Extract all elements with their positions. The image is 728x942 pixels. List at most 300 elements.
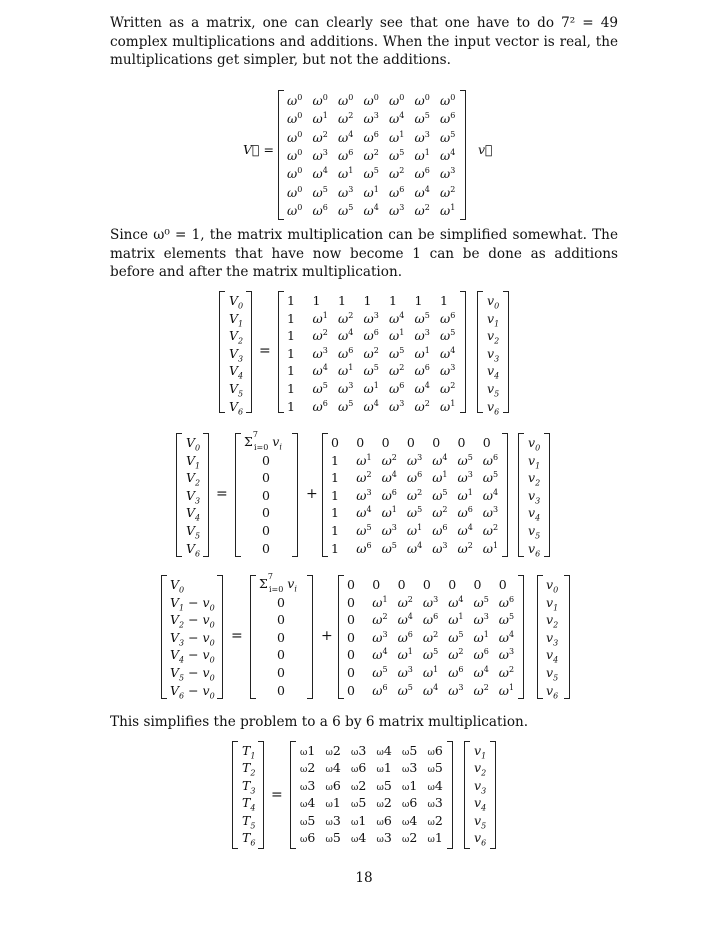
- matrix-cell: $\omega^5$: [498, 612, 515, 628]
- matrix-cell: $\omega^6$: [381, 487, 397, 503]
- matrix-cell: $\omega^6$: [457, 505, 473, 521]
- matrix-cell: ω4: [402, 812, 418, 828]
- matrix-cell: $\omega^2$: [422, 629, 439, 645]
- matrix-cell: ω3: [325, 812, 341, 828]
- matrix-cell: $\omega^3$: [312, 345, 328, 361]
- matrix-cell: $\omega^0$: [287, 93, 303, 109]
- matrix-cell: 0: [422, 577, 431, 592]
- matrix-cell: $\omega^3$: [457, 470, 473, 486]
- v-entry: $v_3$: [474, 777, 487, 796]
- right-bracket: [307, 575, 313, 699]
- matrix-cell: $\omega^6$: [498, 594, 515, 610]
- matrix-cell: $\omega^2$: [363, 345, 379, 361]
- matrix-cell: $\omega^6$: [414, 166, 430, 182]
- matrix-cell: $\omega^5$: [363, 363, 379, 379]
- matrix-cell: 1: [331, 452, 339, 468]
- matrix-cell: $\omega^4$: [381, 470, 397, 486]
- matrix-cell: 1: [414, 293, 423, 308]
- matrix-cell: ω1: [325, 795, 341, 811]
- matrix-cell: $\omega^5$: [389, 345, 405, 361]
- matrix-cell: $\omega^5$: [473, 594, 489, 610]
- matrix-cell: $\omega^5$: [363, 166, 379, 182]
- right-bracket: [292, 433, 298, 557]
- matrix-cell: $\omega^2$: [338, 310, 354, 326]
- matrix-cell: $\omega^2$: [389, 363, 405, 379]
- v-entry: $v_4$: [487, 363, 500, 381]
- v-entry: $v_1$: [474, 743, 487, 761]
- v-entry: $v_1$: [487, 310, 500, 329]
- left-bracket: [232, 741, 238, 849]
- T-entry: $T_2$: [242, 760, 256, 778]
- matrix-cell: $\omega^0$: [287, 147, 303, 164]
- matrix-cell: $\omega^1$: [482, 540, 499, 556]
- matrix-cell: $\omega^4$: [473, 665, 489, 681]
- matrix-cell: ω3: [427, 795, 443, 811]
- V-entry: $V_1$: [186, 452, 201, 471]
- matrix-cell: $\omega^0$: [287, 111, 303, 127]
- v-entry: $v_2$: [474, 760, 487, 778]
- lhs-entry: $V_6 - v_0$: [170, 682, 215, 701]
- matrix-cell: 0: [482, 435, 491, 450]
- left-bracket: [518, 433, 524, 557]
- matrix-cell: $\omega^6$: [372, 682, 388, 698]
- matrix-cell: $\omega^3$: [389, 398, 405, 414]
- matrix-cell: $\omega^6$: [414, 363, 430, 379]
- matrix-cell: $\omega^6$: [448, 665, 464, 681]
- equals-sign: =: [216, 486, 228, 502]
- matrix-cell: ω5: [376, 777, 392, 793]
- matrix-cell: $\omega^6$: [389, 381, 405, 397]
- matrix-cell: $\omega^1$: [356, 452, 372, 468]
- V-entry: $V_3$: [229, 345, 244, 364]
- left-bracket: [278, 291, 284, 413]
- matrix-cell: 1: [287, 398, 295, 414]
- V-entry: $V_6$: [186, 540, 201, 559]
- V-entry: $V_1$: [229, 310, 244, 329]
- matrix-cell: $\omega^2$: [397, 594, 413, 610]
- matrix-cell: ω4: [300, 795, 316, 811]
- left-bracket: [290, 741, 296, 849]
- right-bracket: [502, 433, 508, 557]
- matrix-cell: 1: [331, 540, 339, 556]
- matrix-cell: 1: [287, 293, 295, 308]
- matrix-cell: $\omega^4$: [363, 398, 379, 414]
- v-entry: $v_6$: [487, 398, 500, 417]
- matrix-cell: $\omega^1$: [440, 398, 456, 414]
- V-entry: $V_0$: [229, 293, 244, 311]
- V-entry: $V_2$: [186, 470, 201, 488]
- zero-entry: 0: [277, 665, 285, 680]
- matrix-cell: $\omega^5$: [397, 682, 413, 698]
- matrix-cell: $\omega^2$: [457, 540, 473, 556]
- lhs-V: V⃗ =: [243, 142, 274, 157]
- matrix-cell: $\omega^1$: [389, 129, 405, 145]
- matrix-cell: $\omega^2$: [372, 612, 388, 628]
- matrix-cell: $\omega^4$: [338, 129, 354, 145]
- matrix-cell: $\omega^4$: [414, 184, 430, 200]
- v-entry: $v_0$: [546, 577, 559, 595]
- lhs-entry: $V_5 - v_0$: [170, 665, 215, 683]
- v-entry: $v_4$: [474, 795, 487, 813]
- matrix-cell: ω2: [402, 830, 418, 845]
- matrix-cell: $\omega^3$: [338, 381, 354, 397]
- matrix-cell: $\omega^5$: [414, 310, 430, 326]
- matrix-cell: 1: [363, 293, 372, 308]
- equals-sign: =: [259, 343, 271, 359]
- matrix-cell: $\omega^1$: [422, 665, 439, 681]
- matrix-cell: $\omega^1$: [363, 381, 379, 397]
- matrix-cell: $\omega^3$: [440, 363, 456, 379]
- lhs-entry: $V_4 - v_0$: [170, 647, 215, 665]
- T-entry: $T_5$: [242, 812, 256, 831]
- T-entry: $T_4$: [242, 795, 256, 813]
- matrix-cell: ω5: [402, 743, 418, 758]
- matrix-cell: $\omega^6$: [312, 202, 328, 218]
- v-entry: $v_3$: [546, 629, 559, 648]
- matrix-cell: 0: [347, 665, 355, 680]
- sum-entry: $\Sigma^7_{i=0}$ $v_i$: [244, 430, 282, 452]
- matrix-cell: $\omega^4$: [312, 363, 328, 379]
- matrix-cell: $\omega^6$: [363, 129, 379, 145]
- matrix-cell: $\omega^6$: [363, 328, 379, 344]
- matrix-cell: $\omega^1$: [457, 487, 473, 503]
- lhs-entry: $V_2 - v_0$: [170, 612, 215, 630]
- matrix-cell: $\omega^3$: [381, 523, 397, 539]
- right-bracket: [258, 741, 264, 849]
- matrix-cell: $\omega^2$: [482, 523, 499, 539]
- matrix-cell: $\omega^5$: [482, 470, 499, 486]
- matrix-cell: ω1: [427, 830, 443, 845]
- v-entry: $v_5$: [487, 381, 500, 399]
- matrix-cell: $\omega^5$: [448, 629, 464, 645]
- matrix-cell: $\omega^2$: [363, 147, 379, 164]
- v-entry: $v_5$: [528, 523, 541, 541]
- left-bracket: [250, 575, 256, 699]
- zero-entry: 0: [262, 452, 270, 468]
- matrix-cell: $\omega^0$: [338, 93, 354, 109]
- matrix-cell: ω4: [351, 830, 367, 845]
- zero-entry: 0: [262, 523, 270, 538]
- matrix-cell: 1: [287, 363, 295, 379]
- matrix-cell: $\omega^4$: [312, 166, 328, 182]
- matrix-cell: 1: [331, 487, 339, 503]
- matrix-cell: $\omega^0$: [414, 93, 430, 109]
- matrix-cell: $\omega^4$: [448, 594, 464, 610]
- matrix-cell: 1: [440, 293, 448, 308]
- matrix-cell: 0: [448, 577, 457, 592]
- matrix-cell: $\omega^5$: [389, 147, 405, 164]
- matrix-cell: $\omega^4$: [457, 523, 473, 539]
- matrix-cell: ω6: [300, 830, 316, 845]
- right-bracket: [503, 291, 509, 413]
- matrix-cell: $\omega^1$: [381, 505, 397, 521]
- matrix-cell: $\omega^0$: [363, 93, 379, 109]
- matrix-cell: $\omega^3$: [397, 665, 413, 681]
- matrix-cell: $\omega^4$: [389, 111, 405, 127]
- matrix-cell: $\omega^4$: [498, 629, 515, 645]
- matrix-cell: $\omega^1$: [473, 629, 489, 645]
- matrix-cell: $\omega^2$: [312, 129, 328, 145]
- right-bracket: [217, 575, 223, 699]
- matrix-cell: $\omega^5$: [457, 452, 473, 468]
- matrix-cell: $\omega^3$: [432, 540, 448, 556]
- matrix-cell: 1: [331, 470, 339, 486]
- matrix-cell: $\omega^3$: [356, 487, 372, 503]
- matrix-cell: ω1: [300, 743, 316, 758]
- matrix-cell: $\omega^5$: [381, 540, 397, 556]
- matrix-cell: $\omega^1$: [448, 612, 464, 628]
- matrix-cell: 0: [347, 647, 355, 663]
- matrix-cell: $\omega^6$: [406, 470, 423, 486]
- rhs-v: v⃗: [478, 142, 493, 157]
- matrix-cell: ω3: [376, 830, 392, 845]
- left-bracket: [338, 575, 344, 699]
- zero-entry: 0: [277, 647, 285, 663]
- matrix-cell: ω4: [325, 760, 341, 776]
- matrix-cell: 0: [498, 577, 507, 592]
- matrix-cell: ω2: [325, 743, 341, 758]
- matrix-cell: ω3: [402, 760, 418, 776]
- right-bracket: [460, 291, 466, 413]
- matrix-cell: ω6: [402, 795, 418, 811]
- matrix-cell: $\omega^4$: [440, 147, 456, 164]
- matrix-cell: ω2: [351, 777, 367, 793]
- V-entry: $V_4$: [186, 505, 201, 523]
- matrix-cell: $\omega^3$: [414, 328, 430, 344]
- right-bracket: [518, 575, 524, 699]
- matrix-cell: $\omega^3$: [363, 111, 379, 127]
- right-bracket: [544, 433, 550, 557]
- matrix-cell: $\omega^3$: [473, 612, 489, 628]
- v-entry: $v_1$: [546, 594, 559, 613]
- matrix-cell: $\omega^5$: [414, 111, 430, 127]
- matrix-cell: $\omega^6$: [440, 111, 456, 127]
- matrix-cell: 0: [356, 435, 365, 450]
- matrix-cell: $\omega^2$: [406, 487, 423, 503]
- V-entry: $V_0$: [186, 435, 201, 453]
- V-entry: $V_5$: [229, 381, 244, 399]
- matrix-cell: $\omega^2$: [389, 166, 405, 182]
- matrix-cell: $\omega^0$: [312, 93, 328, 109]
- matrix-cell: $\omega^1$: [338, 166, 354, 182]
- matrix-cell: ω6: [325, 777, 341, 793]
- matrix-cell: ω6: [351, 760, 367, 776]
- matrix-cell: $\omega^4$: [397, 612, 413, 628]
- V-entry: $V_4$: [229, 363, 244, 381]
- right-bracket: [447, 741, 453, 849]
- v-entry: $v_4$: [546, 647, 559, 665]
- v-entry: $v_4$: [528, 505, 541, 523]
- matrix-cell: ω3: [300, 777, 316, 793]
- matrix-cell: ω2: [300, 760, 316, 776]
- matrix-cell: $\omega^1$: [312, 310, 328, 326]
- matrix-cell: $\omega^2$: [440, 184, 456, 200]
- matrix-cell: 0: [432, 435, 441, 450]
- matrix-cell: $\omega^5$: [422, 647, 439, 663]
- matrix-cell: 1: [287, 328, 295, 344]
- matrix-cell: 0: [347, 594, 355, 610]
- left-bracket: [537, 575, 543, 699]
- matrix-cell: $\omega^1$: [414, 147, 430, 164]
- matrix-cell: $\omega^6$: [356, 540, 372, 556]
- paragraph-intro: Written as a matrix, one can clearly see that one have to do 7² = 49 complex multiplications and additions. When the input vector is real, the multiplications get simpler, but not the additions.: [110, 15, 618, 68]
- matrix-cell: 0: [372, 577, 381, 592]
- left-bracket: [322, 433, 328, 557]
- matrix-cell: ω1: [402, 777, 418, 793]
- matrix-cell: 1: [287, 345, 295, 361]
- right-bracket: [460, 90, 466, 220]
- matrix-cell: ω6: [376, 812, 392, 828]
- v-entry: $v_0$: [528, 435, 541, 453]
- matrix-cell: 0: [331, 435, 339, 450]
- matrix-cell: $\omega^0$: [287, 202, 303, 218]
- matrix-cell: $\omega^1$: [372, 594, 388, 610]
- matrix-cell: 0: [406, 435, 415, 450]
- plus-sign: +: [306, 486, 318, 502]
- paragraph-simplification: Since ω⁰ = 1, the matrix multiplication can be simplified somewhat. The matrix elements that have now become 1 can be done as additions before and after the matrix multiplication.: [110, 227, 618, 280]
- right-bracket: [490, 741, 496, 849]
- page-number: 18: [355, 870, 373, 886]
- matrix-cell: $\omega^0$: [287, 184, 303, 200]
- zero-entry: 0: [262, 540, 270, 556]
- matrix-cell: $\omega^1$: [498, 682, 515, 698]
- matrix-cell: ω6: [427, 743, 443, 758]
- matrix-cell: $\omega^5$: [406, 505, 423, 521]
- plus-sign: +: [321, 628, 333, 644]
- matrix-cell: $\omega^5$: [312, 184, 328, 200]
- matrix-cell: $\omega^2$: [448, 647, 464, 663]
- matrix-cell: 0: [381, 435, 390, 450]
- v-entry: $v_1$: [528, 452, 541, 471]
- matrix-cell: $\omega^0$: [287, 166, 303, 182]
- matrix-cell: $\omega^2$: [440, 381, 456, 397]
- matrix-cell: $\omega^1$: [414, 345, 430, 361]
- matrix-cell: $\omega^5$: [356, 523, 372, 539]
- matrix-cell: 0: [347, 682, 355, 698]
- matrix-cell: $\omega^3$: [338, 184, 354, 200]
- matrix-cell: $\omega^6$: [422, 612, 439, 628]
- matrix-cell: $\omega^0$: [389, 93, 405, 109]
- v-entry: $v_3$: [528, 487, 541, 506]
- matrix-cell: $\omega^5$: [432, 487, 448, 503]
- matrix-cell: $\omega^6$: [338, 345, 354, 361]
- matrix-cell: $\omega^4$: [389, 310, 405, 326]
- matrix-cell: $\omega^2$: [338, 111, 354, 127]
- matrix-cell: $\omega^5$: [440, 129, 456, 145]
- matrix-cell: $\omega^6$: [473, 647, 489, 663]
- v-entry: $v_2$: [487, 328, 500, 346]
- matrix-cell: $\omega^3$: [482, 505, 499, 521]
- matrix-cell: $\omega^1$: [440, 202, 456, 218]
- equals-sign: =: [231, 628, 243, 644]
- matrix-cell: $\omega^5$: [338, 398, 354, 414]
- matrix-cell: $\omega^4$: [432, 452, 448, 468]
- matrix-cell: $\omega^2$: [498, 665, 515, 681]
- matrix-cell: ω5: [325, 830, 341, 845]
- matrix-cell: ω5: [427, 760, 443, 776]
- equals-sign: =: [271, 787, 283, 803]
- v-entry: $v_5$: [474, 812, 487, 831]
- matrix-cell: ω2: [427, 812, 443, 828]
- matrix-cell: $\omega^2$: [473, 682, 489, 698]
- matrix-cell: $\omega^4$: [406, 540, 423, 556]
- v-entry: $v_2$: [528, 470, 541, 488]
- matrix-cell: $\omega^2$: [356, 470, 372, 486]
- matrix-cell: $\omega^3$: [422, 594, 439, 610]
- matrix-cell: $\omega^4$: [482, 487, 499, 503]
- V-entry: $V_3$: [186, 487, 201, 506]
- v-entry: $v_5$: [546, 665, 559, 683]
- paragraph-conclusion: This simplifies the problem to a 6 by 6 matrix multiplication.: [110, 714, 529, 730]
- matrix-cell: $\omega^2$: [414, 398, 430, 414]
- v-entry: $v_2$: [546, 612, 559, 630]
- matrix-cell: $\omega^6$: [397, 629, 413, 645]
- matrix-cell: ω4: [376, 743, 392, 758]
- matrix-cell: $\omega^3$: [406, 452, 423, 468]
- matrix-cell: ω3: [351, 743, 367, 758]
- matrix-cell: $\omega^4$: [440, 345, 456, 361]
- matrix-cell: $\omega^4$: [414, 381, 430, 397]
- matrix-cell: $\omega^6$: [312, 398, 328, 414]
- matrix-cell: $\omega^6$: [482, 452, 499, 468]
- zero-entry: 0: [277, 594, 285, 610]
- right-bracket: [246, 291, 252, 413]
- matrix-cell: 1: [331, 505, 339, 521]
- zero-entry: 0: [262, 470, 270, 486]
- matrix-cell: $\omega^1$: [406, 523, 423, 539]
- matrix-cell: 1: [338, 293, 346, 308]
- v-entry: $v_6$: [474, 830, 487, 848]
- matrix-cell: 0: [347, 629, 355, 645]
- matrix-cell: 0: [457, 435, 466, 450]
- matrix-cell: ω2: [376, 795, 392, 811]
- T-entry: $T_3$: [242, 777, 256, 796]
- matrix-cell: $\omega^3$: [414, 129, 430, 145]
- V-entry: $V_2$: [229, 328, 244, 346]
- left-bracket: [235, 433, 241, 557]
- V-entry: $V_6$: [229, 398, 244, 417]
- matrix-cell: $\omega^3$: [372, 629, 388, 645]
- matrix-cell: $\omega^0$: [440, 93, 456, 109]
- zero-entry: 0: [277, 612, 285, 628]
- matrix-cell: $\omega^3$: [498, 647, 515, 663]
- matrix-cell: $\omega^4$: [363, 202, 379, 218]
- matrix-cell: $\omega^2$: [414, 202, 430, 218]
- matrix-cell: $\omega^3$: [363, 310, 379, 326]
- matrix-cell: $\omega^3$: [448, 682, 464, 698]
- right-bracket: [203, 433, 209, 557]
- matrix-cell: $\omega^1$: [363, 184, 379, 200]
- matrix-cell: $\omega^5$: [338, 202, 354, 218]
- matrix-cell: $\omega^1$: [397, 647, 413, 663]
- sum-entry: $\Sigma^7_{i=0}$ $v_i$: [259, 572, 297, 594]
- left-bracket: [161, 575, 167, 699]
- v-entry: $v_3$: [487, 345, 500, 364]
- zero-entry: 0: [277, 629, 285, 645]
- matrix-cell: $\omega^4$: [356, 505, 372, 521]
- matrix-cell: $\omega^2$: [381, 452, 397, 468]
- matrix-cell: $\omega^6$: [338, 147, 354, 164]
- lhs-entry: $V_0$: [170, 577, 185, 595]
- zero-entry: 0: [277, 682, 285, 698]
- left-bracket: [219, 291, 225, 413]
- matrix-cell: 1: [312, 293, 321, 308]
- left-bracket: [464, 741, 470, 849]
- matrix-cell: 1: [331, 523, 339, 538]
- matrix-cell: $\omega^3$: [440, 166, 456, 182]
- matrix-cell: $\omega^5$: [312, 381, 328, 397]
- v-entry: $v_6$: [546, 682, 559, 701]
